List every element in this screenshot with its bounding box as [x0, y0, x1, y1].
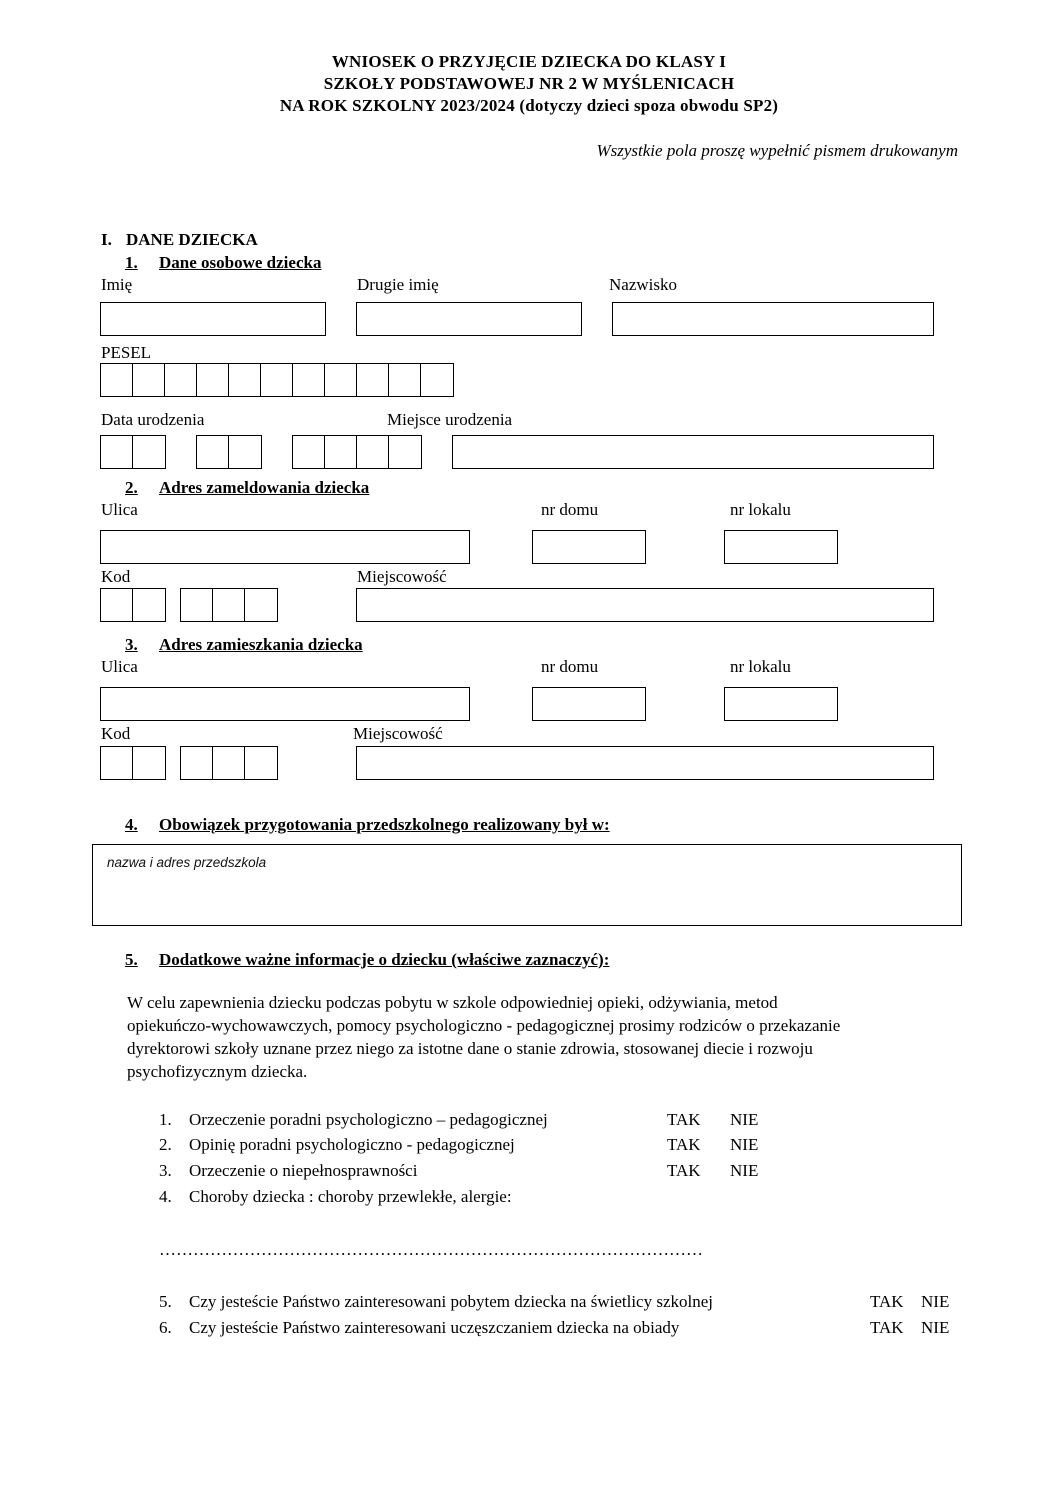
postcode-digit-cell[interactable]: [101, 747, 133, 779]
yes-option[interactable]: TAK: [667, 1110, 701, 1129]
illness-dotted-line[interactable]: ……………………………………………………………………………………: [159, 1240, 703, 1259]
birth-date-label: Data urodzenia: [101, 410, 205, 429]
registered-city-field[interactable]: [356, 588, 934, 622]
no-option[interactable]: NIE: [730, 1110, 759, 1129]
date-digit-cell[interactable]: [357, 436, 389, 468]
birth-month-field[interactable]: [196, 435, 262, 469]
postcode-digit-cell[interactable]: [181, 589, 213, 621]
subsection-2-heading: [125, 478, 369, 498]
residence-flat-no-field[interactable]: [724, 687, 838, 721]
city-label: Miejscowość: [353, 724, 443, 743]
first-name-label: Imię: [101, 275, 133, 294]
date-digit-cell[interactable]: [133, 436, 165, 468]
subsection-title: Dodatkowe ważne informacje o dziecku (właściwe zaznaczyć):: [159, 950, 610, 969]
postcode-digit-cell[interactable]: [245, 589, 277, 621]
residence-house-no-field[interactable]: [532, 687, 646, 721]
list-item-text: Choroby dziecka : choroby przewlekłe, alergie:: [189, 1187, 512, 1206]
subsection-title: Adres zamieszkania dziecka: [159, 635, 363, 654]
subsection-number: 2.: [125, 478, 138, 497]
city-label: Miejscowość: [357, 567, 447, 586]
list-item-number: 2.: [159, 1135, 172, 1154]
pesel-label: PESEL: [101, 343, 152, 362]
subsection-4-heading: [125, 815, 610, 835]
residence-postcode-suffix[interactable]: [180, 746, 278, 780]
subsection-5-heading: [125, 950, 609, 970]
preschool-placeholder: nazwa i adres przedszkola: [107, 855, 267, 870]
postcode-digit-cell[interactable]: [133, 589, 165, 621]
list-item-text: Opinię poradni psychologiczno - pedagogicznej: [189, 1135, 515, 1154]
residence-street-field[interactable]: [100, 687, 470, 721]
pesel-digit-cell[interactable]: [197, 364, 229, 396]
subsection-number: 3.: [125, 635, 138, 654]
subsection-title: Dane osobowe dziecka: [159, 253, 322, 272]
pesel-digit-cell[interactable]: [261, 364, 293, 396]
surname-field[interactable]: [612, 302, 934, 336]
second-name-label: Drugie imię: [357, 275, 439, 294]
yes-option[interactable]: TAK: [870, 1292, 904, 1311]
title-line-1: WNIOSEK O PRZYJĘCIE DZIECKA DO KLASY I: [331, 52, 727, 71]
birth-year-field[interactable]: [292, 435, 422, 469]
date-digit-cell[interactable]: [229, 436, 261, 468]
postcode-digit-cell[interactable]: [133, 747, 165, 779]
subsection-number: 5.: [125, 950, 138, 969]
registered-house-no-field[interactable]: [532, 530, 646, 564]
date-digit-cell[interactable]: [293, 436, 325, 468]
yes-option[interactable]: TAK: [870, 1318, 904, 1337]
pesel-digit-cell[interactable]: [229, 364, 261, 396]
birth-place-label: Miejsce urodzenia: [387, 410, 513, 429]
subsection-number: 4.: [125, 815, 138, 834]
title-line-3: NA ROK SZKOLNY 2023/2024 (dotyczy dzieci spoza obwodu SP2): [279, 96, 779, 115]
date-digit-cell[interactable]: [101, 436, 133, 468]
no-option[interactable]: NIE: [730, 1161, 759, 1180]
postcode-digit-cell[interactable]: [213, 589, 245, 621]
fill-instruction-note: Wszystkie pola proszę wypełnić pismem drukowanym: [596, 141, 958, 160]
subsection-1-heading: [125, 253, 321, 273]
pesel-digit-cell[interactable]: [325, 364, 357, 396]
question-number: 5.: [159, 1292, 172, 1311]
flat-no-label: nr lokalu: [730, 500, 791, 519]
registered-postcode-prefix[interactable]: [100, 588, 166, 622]
date-digit-cell[interactable]: [197, 436, 229, 468]
intro-paragraph-line: psychofizycznym dziecka.: [127, 1062, 308, 1081]
house-no-label: nr domu: [541, 657, 599, 676]
no-option[interactable]: NIE: [730, 1135, 759, 1154]
question-text: Czy jesteście Państwo zainteresowani uczęszczaniem dziecka na obiady: [189, 1318, 680, 1337]
preschool-field[interactable]: [92, 844, 962, 926]
pesel-digit-cell[interactable]: [165, 364, 197, 396]
pesel-digit-cell[interactable]: [389, 364, 421, 396]
registered-flat-no-field[interactable]: [724, 530, 838, 564]
postcode-digit-cell[interactable]: [213, 747, 245, 779]
no-option[interactable]: NIE: [921, 1318, 950, 1337]
list-item-number: 4.: [159, 1187, 172, 1206]
house-no-label: nr domu: [541, 500, 599, 519]
postcode-digit-cell[interactable]: [245, 747, 277, 779]
list-item-number: 1.: [159, 1110, 172, 1129]
pesel-digit-cell[interactable]: [101, 364, 133, 396]
postcode-digit-cell[interactable]: [101, 589, 133, 621]
intro-paragraph-line: dyrektorowi szkoły uznane przez niego za istotne dane o stanie zdrowia, stosowanej diecie i rozwoju: [127, 1039, 813, 1058]
question-number: 6.: [159, 1318, 172, 1337]
postcode-label: Kod: [101, 567, 131, 586]
intro-paragraph-line: opiekuńczo-wychowawczych, pomocy psychologiczno - pedagogicznej prosimy rodziców o przekazanie: [127, 1016, 841, 1035]
residence-city-field[interactable]: [356, 746, 934, 780]
street-label: Ulica: [101, 657, 138, 676]
postcode-label: Kod: [101, 724, 131, 743]
subsection-title: Obowiązek przygotowania przedszkolnego realizowany był w:: [159, 815, 610, 834]
postcode-digit-cell[interactable]: [181, 747, 213, 779]
no-option[interactable]: NIE: [921, 1292, 950, 1311]
section-title: DANE DZIECKA: [126, 230, 258, 249]
list-item-text: Orzeczenie o niepełnosprawności: [189, 1161, 418, 1180]
subsection-3-heading: [125, 635, 363, 655]
question-text: Czy jesteście Państwo zainteresowani pobytem dziecka na świetlicy szkolnej: [189, 1292, 714, 1311]
subsection-number: 1.: [125, 253, 138, 272]
first-name-field[interactable]: [100, 302, 326, 336]
surname-label: Nazwisko: [609, 275, 677, 294]
birth-place-field[interactable]: [452, 435, 934, 469]
pesel-field[interactable]: [100, 363, 454, 397]
street-label: Ulica: [101, 500, 138, 519]
registered-postcode-suffix[interactable]: [180, 588, 278, 622]
list-item-number: 3.: [159, 1161, 172, 1180]
pesel-digit-cell[interactable]: [293, 364, 325, 396]
registered-street-field[interactable]: [100, 530, 470, 564]
pesel-digit-cell[interactable]: [357, 364, 389, 396]
date-digit-cell[interactable]: [389, 436, 421, 468]
flat-no-label: nr lokalu: [730, 657, 791, 676]
second-name-field[interactable]: [356, 302, 582, 336]
subsection-title: Adres zameldowania dziecka: [159, 478, 370, 497]
pesel-digit-cell[interactable]: [133, 364, 165, 396]
title-line-2: SZKOŁY PODSTAWOWEJ NR 2 W MYŚLENICACH: [323, 74, 735, 93]
yes-option[interactable]: TAK: [667, 1135, 701, 1154]
pesel-digit-cell[interactable]: [421, 364, 453, 396]
residence-postcode-prefix[interactable]: [100, 746, 166, 780]
birth-day-field[interactable]: [100, 435, 166, 469]
section-numeral: I.: [101, 230, 112, 249]
intro-paragraph-line: W celu zapewnienia dziecku podczas pobytu w szkole odpowiedniej opieki, odżywiania, metod: [127, 993, 778, 1012]
list-item-text: Orzeczenie poradni psychologiczno – pedagogicznej: [189, 1110, 548, 1129]
yes-option[interactable]: TAK: [667, 1161, 701, 1180]
date-digit-cell[interactable]: [325, 436, 357, 468]
